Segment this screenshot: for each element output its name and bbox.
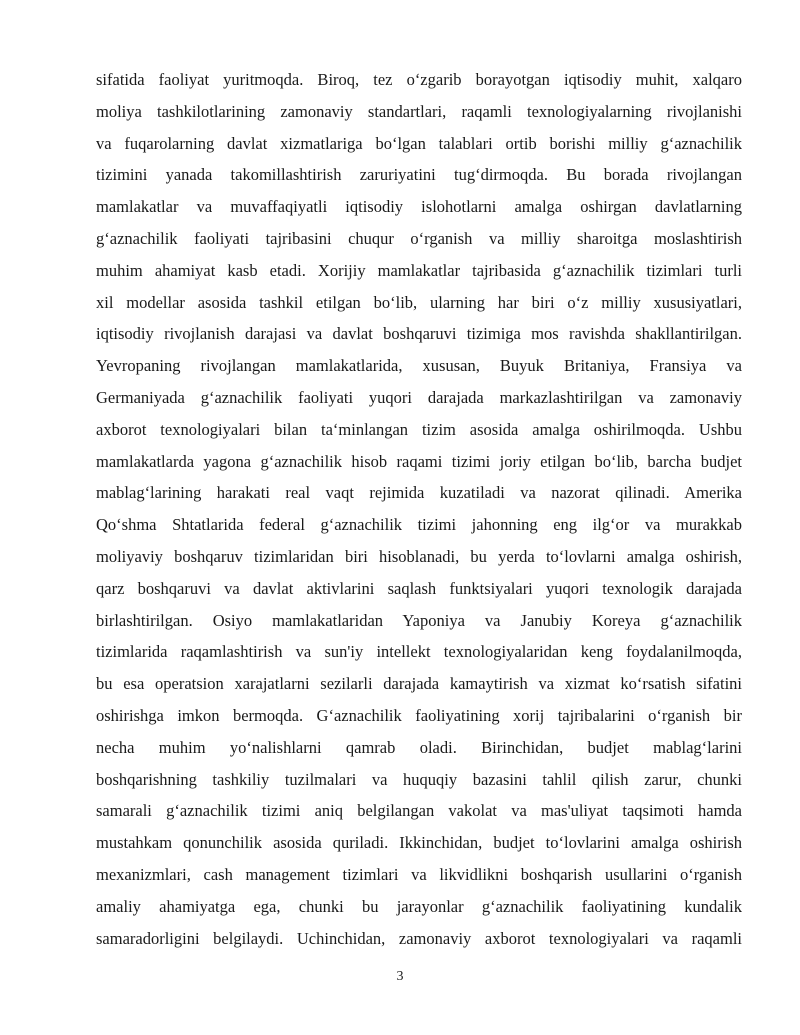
text-line: moliya tashkilotlarining zamonaviy standartlari, raqamli texnologiyalarning rivojlanishi <box>96 101 742 121</box>
text-line: oshirishga imkon bermoqda. G‘aznachilik faoliyatining xorij tajribalarini o‘rganish bir <box>96 705 742 725</box>
text-line: moliyaviy boshqaruv tizimlaridan biri hisoblanadi, bu yerda to‘lovlarni amalga oshirish, <box>96 546 742 566</box>
text-line: Germaniyada g‘aznachilik faoliyati yuqori darajada markazlashtirilgan va zamonaviy <box>96 387 742 407</box>
text-line: tizimlarida raqamlashtirish va sun'iy intellekt texnologiyalaridan keng foydalanilmoqda, <box>96 642 742 662</box>
text-line: g‘aznachilik faoliyati tajribasini chuqur o‘rganish va milliy sharoitga moslashtirish <box>96 228 742 248</box>
text-line: samarali g‘aznachilik tizimi aniq belgilangan vakolat va mas'uliyat taqsimoti hamda <box>96 801 742 821</box>
text-line: mamlakatlar va muvaffaqiyatli iqtisodiy islohotlarni amalga oshirgan davlatlarning <box>96 197 742 217</box>
text-line: mustahkam qonunchilik asosida quriladi. Ikkinchidan, budjet to‘lovlarini amalga oshirish <box>96 833 742 853</box>
text-line: tizimini yanada takomillashtirish zaruriyatini tug‘dirmoqda. Bu borada rivojlangan <box>96 165 742 185</box>
text-line: amaliy ahamiyatga ega, chunki bu jarayonlar g‘aznachilik faoliyatining kundalik <box>96 896 742 916</box>
text-line: bu esa operatsion xarajatlarni sezilarli darajada kamaytirish va xizmat ko‘rsatish sifatini <box>96 674 742 694</box>
text-line: Qo‘shma Shtatlarida federal g‘aznachilik tizimi jahonning eng ilg‘or va murakkab <box>96 515 742 535</box>
text-line: axborot texnologiyalari bilan ta‘minlangan tizim asosida amalga oshirilmoqda. Ushbu <box>96 419 742 439</box>
text-line: necha muhim yo‘nalishlarni qamrab oladi. Birinchidan, budjet mablag‘larini <box>96 737 742 757</box>
text-line: samaradorligini belgilaydi. Uchinchidan, zamonaviy axborot texnologiyalari va raqamli <box>96 928 742 948</box>
text-line: muhim ahamiyat kasb etadi. Xorijiy mamlakatlar tajribasida g‘aznachilik tizimlari turli <box>96 260 742 280</box>
text-line: va fuqarolarning davlat xizmatlariga bo‘lgan talablari ortib borishi milliy g‘aznachilik <box>96 133 742 153</box>
text-line: birlashtirilgan. Osiyo mamlakatlaridan Yaponiya va Janubiy Koreya g‘aznachilik <box>96 610 742 630</box>
text-line: sifatida faoliyat yuritmoqda. Biroq, tez o‘zgarib borayotgan iqtisodiy muhit, xalqaro <box>96 70 742 89</box>
text-line: Yevropaning rivojlangan mamlakatlarida, xususan, Buyuk Britaniya, Fransiya va <box>96 356 742 376</box>
text-line: qarz boshqaruvi va davlat aktivlarini saqlash funktsiyalari yuqori texnologik darajada <box>96 578 742 598</box>
text-line: mamlakatlarda yagona g‘aznachilik hisob raqami tizimi joriy etilgan bo‘lib, barcha budjet <box>96 451 742 471</box>
body-paragraph <box>96 64 742 954</box>
text-line: mablag‘larining harakati real vaqt rejimida kuzatiladi va nazorat qilinadi. Amerika <box>96 483 742 503</box>
page-number: 3 <box>396 969 404 984</box>
text-line: mexanizmlari, cash management tizimlari va likvidlikni boshqarish usullarini o‘rganish <box>96 864 742 884</box>
text-line: xil modellar asosida tashkil etilgan bo‘lib, ularning har biri o‘z milliy xususiyatlari, <box>96 292 742 312</box>
text-line: iqtisodiy rivojlanish darajasi va davlat boshqaruvi tizimiga mos ravishda shakllantirilgan. <box>96 324 742 344</box>
text-line: boshqarishning tashkiliy tuzilmalari va huquqiy bazasini tahlil qilish zarur, chunki <box>96 769 742 789</box>
